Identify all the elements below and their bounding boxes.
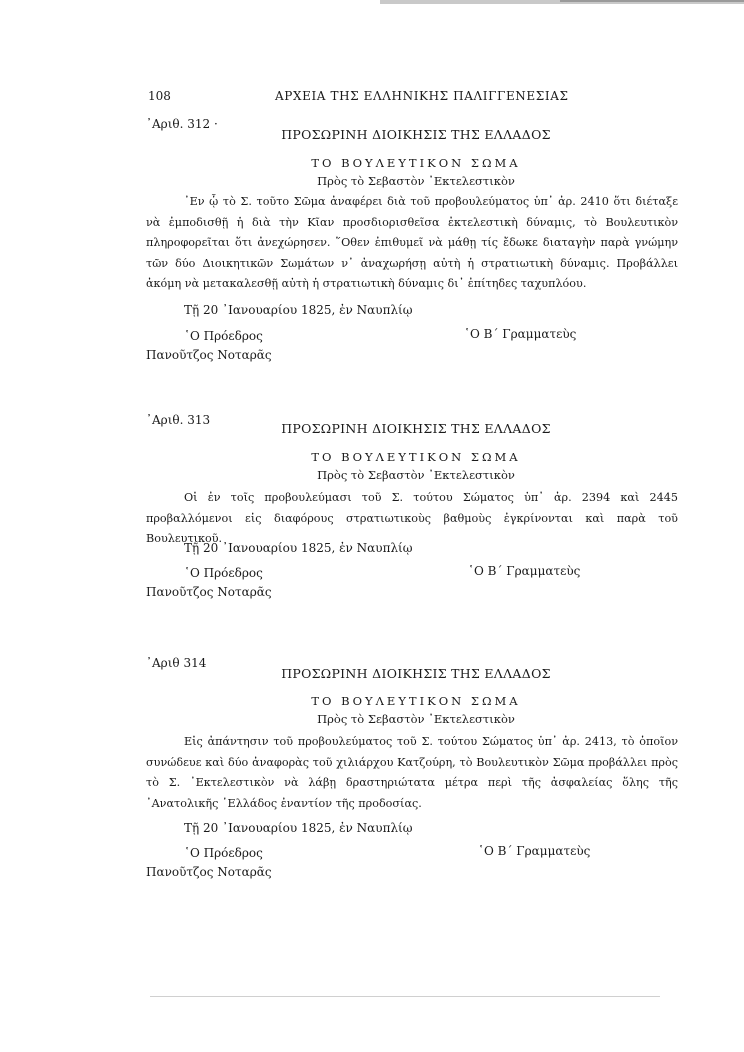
act-number: ᾿Αριθ 314: [146, 656, 207, 670]
president-name: Πανοῦτζος Νοταρᾶς: [146, 865, 272, 879]
president-label: ῾Ο Πρόεδρος: [184, 329, 263, 343]
president-name: Πανοῦτζος Νοταρᾶς: [146, 585, 272, 599]
act-text: ᾿Εν ᾧ τὸ Σ. τοῦτο Σῶμα ἀναφέρει διὰ τοῦ προβουλεύματος ὑπ᾿ ἀρ. 2410 ὅτι διέταξε νὰ ἐμποδισθῇ ἡ διὰ τὴν Κῖαν προσδιορισθεῖσα ἐκτελεστικὴ δύναμις, τὸ Βουλευτικὸν πληροφορεῖται ὅτι ἀνεχώρησεν. ῞Οθεν ἐπιθυμεῖ νὰ μάθῃ τίς ἔδωκε διαταγὴν παρὰ γνώμην τῶν δύο Διοικητικῶν Σωμάτων ν᾿ ἀναχωρήσῃ αὐτὴ ἡ στρατιωτικὴ δύναμις. Προβάλλει ἀκόμη νὰ μετακαλεσθῇ αὐτὴ ἡ στρατιωτικὴ δύναμις δι᾿ ἐπίτηδες ταχυπλόου.: [146, 195, 678, 290]
issuing-body: ΤΟ ΒΟΥΛΕΥΤΙΚΟΝ ΣΩΜΑ: [311, 450, 521, 464]
bottom-rule: [150, 996, 660, 997]
addressee: Πρὸς τὸ Σεβαστὸν ᾿Εκτελεστικὸν: [317, 468, 515, 482]
act-number: ᾿Αριθ. 313: [146, 413, 211, 427]
president-label: ῾Ο Πρόεδρος: [184, 846, 263, 860]
secretary-label: ῾Ο Β΄ Γραμματεὺς: [464, 327, 577, 341]
addressee: Πρὸς τὸ Σεβαστὸν ᾿Εκτελεστικὸν: [317, 712, 515, 726]
act-date: Τῇ 20 ᾿Ιανουαρίου 1825, ἐν Ναυπλίῳ: [184, 821, 413, 835]
issuing-body: ΤΟ ΒΟΥΛΕΥΤΙΚΟΝ ΣΩΜΑ: [311, 694, 521, 708]
act-title: ΠΡΟΣΩΡΙΝΗ ΔΙΟΙΚΗΣΙΣ ΤΗΣ ΕΛΛΑΔΟΣ: [281, 666, 551, 681]
page-number: 108: [148, 89, 171, 103]
president-name: Πανοῦτζος Νοταρᾶς: [146, 348, 272, 362]
act-number: ᾿Αριθ. 312 ·: [146, 117, 218, 131]
secretary-label: ῾Ο Β΄ Γραμματεὺς: [468, 564, 581, 578]
scan-edge-mark-dark: [560, 0, 744, 2]
act-title: ΠΡΟΣΩΡΙΝΗ ΔΙΟΙΚΗΣΙΣ ΤΗΣ ΕΛΛΑΔΟΣ: [281, 421, 551, 436]
president-label: ῾Ο Πρόεδρος: [184, 566, 263, 580]
addressee: Πρὸς τὸ Σεβαστὸν ᾿Εκτελεστικὸν: [317, 174, 515, 188]
running-title: ΑΡΧΕΙΑ ΤΗΣ ΕΛΛΗΝΙΚΗΣ ΠΑΛΙΓΓΕΝΕΣΙΑΣ: [275, 89, 569, 103]
secretary-label: ῾Ο Β΄ Γραμματεὺς: [478, 844, 591, 858]
act-text: Εἰς ἀπάντησιν τοῦ προβουλεύματος τοῦ Σ. τούτου Σώματος ὑπ᾿ ἀρ. 2413, τὸ ὁποῖον συνώδευε καὶ δύο ἀναφορὰς τοῦ χιλιάρχου Κατζούρη, τὸ Βουλευτικὸν Σῶμα προβάλλει πρὸς τὸ Σ. ᾿Εκτελεστικὸν νὰ λάβῃ δραστηριώτατα μέτρα περὶ τῆς ἀσφαλείας ὅλης τῆς ᾿Ανατολικῆς ῾Ελλάδος ἐναντίον τῆς προδοσίας.: [146, 735, 678, 810]
act-text: Οἱ ἐν τοῖς προβουλεύμασι τοῦ Σ. τούτου Σώματος ὑπ᾿ ἀρ. 2394 καὶ 2445 προβαλλόμενοι εἰς διαφόρους στρατιωτικοὺς βαθμοὺς ἐγκρίνονται καὶ παρὰ τοῦ Βουλευτικοῦ.: [146, 491, 678, 545]
act-title: ΠΡΟΣΩΡΙΝΗ ΔΙΟΙΚΗΣΙΣ ΤΗΣ ΕΛΛΑΔΟΣ: [281, 127, 551, 142]
act-date: Τῇ 20 ᾿Ιανουαρίου 1825, ἐν Ναυπλίῳ: [184, 303, 413, 317]
issuing-body: ΤΟ ΒΟΥΛΕΥΤΙΚΟΝ ΣΩΜΑ: [311, 156, 521, 170]
act-date: Τῇ 20 ᾿Ιανουαρίου 1825, ἐν Ναυπλίῳ: [184, 541, 413, 555]
